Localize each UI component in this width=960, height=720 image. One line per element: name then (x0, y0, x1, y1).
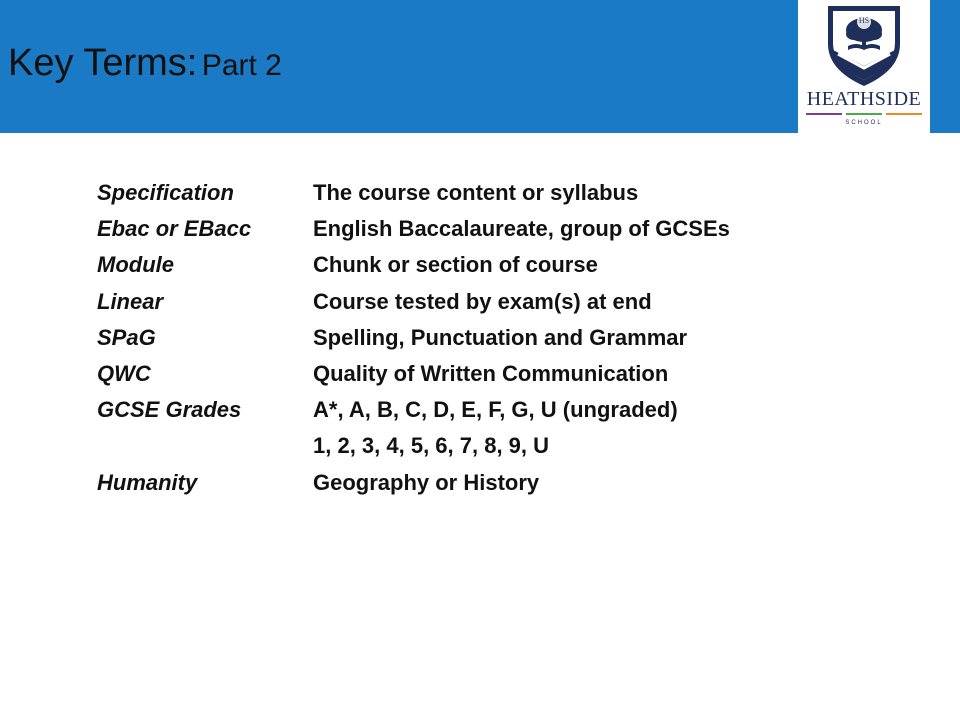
term-row (97, 320, 730, 356)
term-definition: Quality of Written Communication (313, 361, 669, 387)
term-row (97, 284, 730, 320)
logo-rule-orange (886, 113, 922, 115)
term-row (97, 175, 730, 211)
logo-name: HEATHSIDE (806, 88, 922, 110)
term-row (97, 247, 730, 283)
slide-title-sub: Part 2 (201, 49, 282, 82)
slide-title (8, 42, 282, 85)
term-label: SPaG (97, 324, 156, 350)
key-terms-list (97, 175, 730, 501)
term-row (97, 465, 730, 501)
term-definition: Chunk or section of course (313, 252, 598, 278)
term-row (97, 356, 730, 392)
term-label: Humanity (97, 469, 198, 495)
term-row (97, 392, 730, 428)
school-logo (798, 0, 930, 133)
term-definition: Course tested by exam(s) at end (313, 288, 652, 314)
term-definition: Spelling, Punctuation and Grammar (313, 324, 688, 350)
term-label: Ebac or EBacc (97, 216, 252, 242)
slide-title-main: Key Terms: (8, 42, 198, 84)
logo-monogram: HS (858, 16, 870, 25)
term-definition: A*, A, B, C, D, E, F, G, U (ungraded) (313, 397, 678, 423)
logo-rule-purple (806, 113, 842, 115)
term-definition: The course content or syllabus (313, 180, 639, 206)
logo-sub: SCHOOL (845, 120, 883, 126)
term-row (97, 211, 730, 247)
term-label: QWC (97, 361, 151, 387)
term-label: Linear (97, 288, 164, 314)
logo-rule-green (846, 113, 882, 115)
term-definition: 1, 2, 3, 4, 5, 6, 7, 8, 9, U (313, 433, 550, 459)
term-label: GCSE Grades (97, 397, 242, 423)
term-row (97, 428, 730, 464)
term-label: Module (97, 252, 174, 278)
term-definition: English Baccalaureate, group of GCSEs (313, 216, 730, 242)
term-label: Specification (97, 180, 234, 206)
term-definition: Geography or History (313, 469, 540, 495)
